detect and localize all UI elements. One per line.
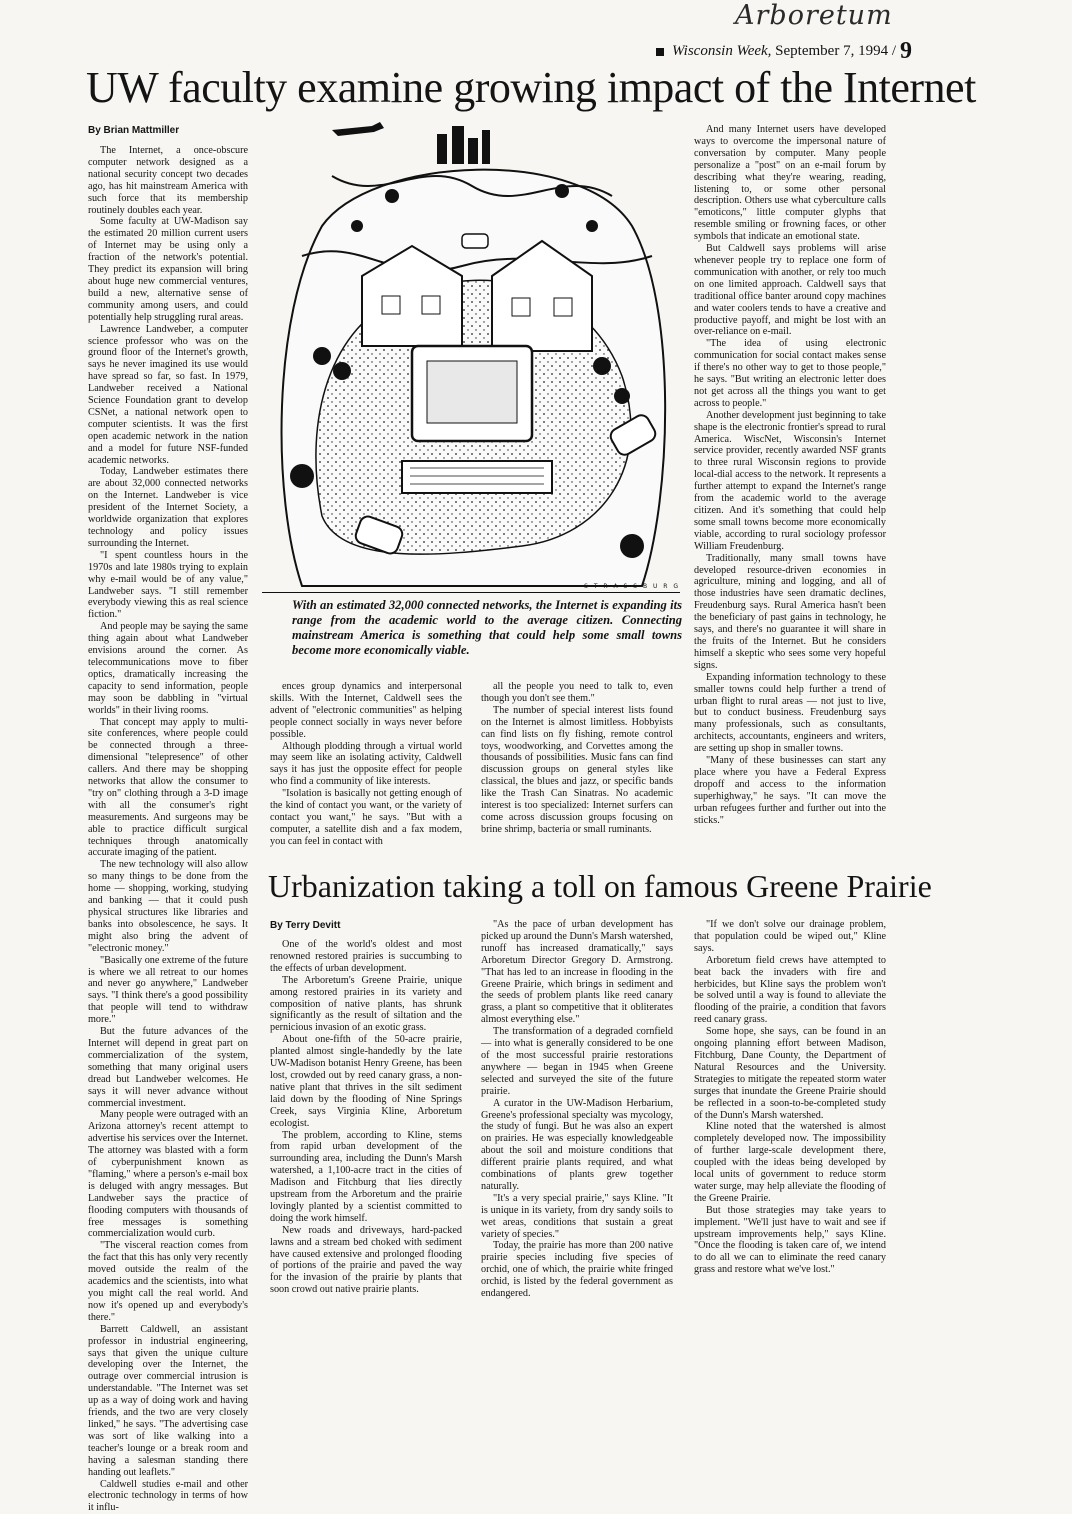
paragraph: The Internet, a once-obscure computer network designed as a national security concept two decades ago, has hit mainstream America with such force that its membership routinely doubles each year.: [88, 145, 248, 216]
article2-headline: Urbanization taking a toll on famous Greene Prairie: [268, 868, 932, 905]
paragraph: A curator in the UW-Madison Herbarium, Greene's professional specialty was mycology, the study of fungi. But he was also an expert on prairies. He was especially knowledgeable about the soil and moisture conditions that different prairie plants required, and what combinations of plants grew together naturally.: [481, 1098, 673, 1193]
article2-column-2: [481, 919, 673, 1300]
article1-column-2: [270, 681, 462, 848]
paragraph: Caldwell studies e-mail and other electronic technology in terms of how it influ-: [88, 1479, 248, 1514]
article1-headline: UW faculty examine growing impact of the Internet: [86, 62, 976, 113]
article2-column-1: [270, 939, 462, 1296]
paragraph: Arboretum field crews have attempted to beat back the invaders with fire and herbicides, but Kline says the problem won't be solved until a way is found to alleviate the flooding of the prairie, a condition that favors reed canary grass.: [694, 955, 886, 1026]
paragraph: Today, the prairie has more than 200 native prairie species including five species of orchid, one of which, the prairie white fringed orchid, is listed by the federal government as endangered.: [481, 1240, 673, 1300]
paragraph: New roads and driveways, hard-packed lawns and a stream bed choked with sediment have caused extensive and prolonged flooding of portions of the prairie and paved the way for the invasion of the prairie by plants that soon crowd out native prairie plants.: [270, 1225, 462, 1296]
paragraph: The Arboretum's Greene Prairie, unique among restored prairies in its variety and composition of native plants, has shrunk significantly as the result of siltation and the pernicious invasion of an exotic grass.: [270, 975, 462, 1035]
paragraph: all the people you need to talk to, even though you don't see them.": [481, 681, 673, 705]
folio-page-number: 9: [900, 38, 912, 64]
paragraph: But those strategies may take years to implement. "We'll just have to wait and see if upstream improvements help," says Kline. "Once the flooding is taken care of, we intend to do all we can to eliminate the reed canary grass and restore what we've lost.": [694, 1205, 886, 1276]
paragraph: Some hope, she says, can be found in an ongoing planning effort between Madison, Fitchburg, Dane County, the Department of Natural Resources and the University. Strategies to mitigate the repeated storm water surges that inundate the Greene Prairie should be reflected in a soon-to-be-completed study of the Dunn's Marsh watershed.: [694, 1026, 886, 1121]
paragraph: "Many of these businesses can start any place where you have a Federal Express dropoff and access to the information superhighway," he says. "It can move the urban refugees further and further out into the sticks.": [694, 755, 886, 826]
airplane-icon: [332, 122, 384, 136]
folio-date: September 7, 1994 /: [775, 43, 896, 59]
paragraph: Many people were outraged with an Arizona attorney's recent attempt to advertise his services over the Internet. The attorney was blasted with a form of cyberpunishment known as "flaming," where a person's e-mail box is deluged with angry messages. But Landweber says the practice of flooding computers with thousands of free messages is something commercialization would curb.: [88, 1109, 248, 1240]
article2-byline: By Terry Devitt: [270, 920, 340, 931]
paragraph: Although plodding through a virtual world may seem like an isolating activity, Caldwell says it has just the opposite effect for people who find a community of like interests.: [270, 741, 462, 789]
paragraph: "As the pace of urban development has picked up around the Dunn's Marsh watershed, runoff has increased dramatically," says Arboretum Director Gregory D. Armstrong. "That has led to an increase in flooding in the Greene Prairie, which brings in sediment and the seeds of problem plants like reed canary grass, a plant so competitive that it obliterates almost everything else.": [481, 919, 673, 1026]
article1-column-3: [481, 681, 673, 836]
paragraph: Today, Landweber estimates there are about 32,000 connected networks on the Internet. Landweber is vice president of the Internet Society, a worldwide organization that explores technology and policy issues surrounding the Internet.: [88, 466, 248, 549]
article1-column-4: [694, 124, 886, 826]
paragraph: Barrett Caldwell, an assistant professor in industrial engineering, says that given the unique culture developing over the Internet, the outrage over commercial intrusion is understandable. "The Internet was set up as a way of doing work and having friends, and the two are very closely linked," he says. "The advertising case was sort of like walking into a teacher's lounge or a break room and having a salesman standing there handing out leaflets.": [88, 1324, 248, 1479]
paragraph: But Caldwell says problems will arise whenever people try to replace one form of communication with another, or rely too much on one limited approach. Caldwell says that traditional office banter around copy machines and water coolers tends to have a creative and productive payoff, and might be lost with an over-reliance on e-mail.: [694, 243, 886, 338]
paragraph: The problem, according to Kline, stems from rapid urban development of the surrounding area, including the Dunn's Marsh watershed, a 1,100-acre tract in the cities of Madison and Fitchburg that lies directly upstream from the Arboretum and the prairie lovingly planted by a scientist committed to doing the work himself.: [270, 1130, 462, 1225]
paragraph: The number of special interest lists found on the Internet is almost limitless. Hobbyists can find lists on fly fishing, remote control toys, woodworking, and Corvettes among the thousands of possibilities. Music fans can find discussion groups on general styles like classical, the blues and jazz, or specific bands like the Trash Can Sinatras. No academic interest is too specialized: Internet surfers can come across discussion groups focusing on brine shrimp, bacteria or small ruminants.: [481, 705, 673, 836]
illustration-caption: With an estimated 32,000 connected networks, the Internet is expanding its range from the academic world to the average citizen. Connecting mainstream America is something that could help some small towns become more economically viable.: [292, 598, 682, 658]
paragraph: ences group dynamics and interpersonal skills. With the Internet, Caldwell sees the advent of "electronic communities" as helping people connect socially in ways never before possible.: [270, 681, 462, 741]
paragraph: "The idea of using electronic communication for social contact makes sense if there's no other way to get to those people," he says. "But writing an electronic letter does not get across all the things you want to get across to people.": [694, 338, 886, 409]
paragraph: "I spent countless hours in the 1970s and late 1980s trying to explain why e-mail would be of any value," Landweber says. "I still remember everybody viewing this as real science fiction.": [88, 550, 248, 621]
paragraph: Lawrence Landweber, a computer science professor who was on the ground floor of the Internet's growth, says he never imagined its use would have spread so far, so fast. In 1979, Landweber received a National Science Foundation grant to develop CSNet, a national network open to computer scientists. It was the first open academic network in the nation and a model for future NSF-funded academic networks.: [88, 324, 248, 467]
paragraph: And people may be saying the same thing again about what Landweber envisions around the corner. As telecommunications move to fiber optics, dramatically increasing the capacity to send information, people may soon be dabbling in "virtual worlds" in their living rooms.: [88, 621, 248, 716]
paragraph: One of the world's oldest and most renowned restored prairies is succumbing to the effects of urban development.: [270, 939, 462, 975]
computer-icon: [402, 346, 552, 493]
paragraph: Traditionally, many small towns have developed resource-driven economies in agriculture, mining and logging, and all of those industries have seen dramatic declines, Freudenburg says. Rural America hasn't been the beneficiary of past gains in technology, he says, and there's no guarantee it will share in the fruits of the Internet. But he considers himself a skeptic who sees some very hopeful signs.: [694, 553, 886, 672]
handwritten-note: Arboretum: [735, 0, 893, 31]
paragraph: About one-fifth of the 50-acre prairie, planted almost single-handedly by the late UW-Madison botanist Henry Greene, has been lost, crowded out by reed canary grass, a non-native plant that thrives in the silt sediment laid down by the flooding of Nine Springs Creek, says Virginia Kline, Arboretum ecologist.: [270, 1034, 462, 1129]
paragraph: "It's a very special prairie," says Kline. "It is unique in its variety, from dry sandy soils to wet areas, conditions that sustain a great variety of species.": [481, 1193, 673, 1241]
paragraph: "If we don't solve our drainage problem, that population could be wiped out," Kline says.: [694, 919, 886, 955]
paragraph: Another development just beginning to take shape is the electronic frontier's spread to rural America. WiscNet, Wisconsin's Internet service provider, recently awarded NSF grants to three rural Wisconsin regions to provide local-dial access to the network. It represents a further attempt to expand the Internet's range from the academic world to the average citizen. And it's something that could help some small towns become more economically viable, according to rural sociology professor William Freudenburg.: [694, 410, 886, 553]
paragraph: "Basically one extreme of the future is where we all retreat to our homes and never go anywhere," Landweber says. "I think there's a good possibility that people will tend to withdraw more.": [88, 955, 248, 1026]
internet-illustration: [262, 116, 680, 593]
paragraph: Some faculty at UW-Madison say the estimated 20 million current users of Internet may be using only a fraction of the network's potential. They predict its expansion will bring about huge new commercial ventures, build a new, alternative sense of community among users, and could potentially help struggling rural areas.: [88, 216, 248, 323]
illustration-drawing: [262, 116, 680, 592]
paragraph: Expanding information technology to these smaller towns could help further a trend of urban flight to rural areas — not just to live, but to conduct business. Freudenburg says many professionals, such as consultants, architects, accountants, engineers and writers, are setting up shop in smaller towns.: [694, 672, 886, 755]
paragraph: The new technology will also allow so many things to be done from the home — shopping, working, studying and banking — that it could push physical structures like libraries and banks into obsolescence, he says. It might also bring the advent of "electronic money.": [88, 859, 248, 954]
paragraph: That concept may apply to multi-site conferences, where people could be connected through a three-dimensional "telepresence" of other callers. And there may be shopping networks that allow the consumer to "try on" clothing through a 3-D image with all the consumer's right measurements. And surgeons may be able to practice difficult surgical techniques through anatomically accurate imaging of the patient.: [88, 717, 248, 860]
paragraph: The transformation of a degraded cornfield — into what is generally considered to be one of the most successful prairie restorations anywhere — began in 1945 when Greene selected and surveyed the site of the future prairie.: [481, 1026, 673, 1097]
article1-byline: By Brian Mattmiller: [88, 125, 179, 136]
folio-publication: Wisconsin Week,: [672, 43, 771, 59]
paragraph: "The visceral reaction comes from the fact that this has only very recently moved outside the realm of the academics and the scientists, into what you might call the real world. And now it's opened up and everybody's there.": [88, 1240, 248, 1323]
folio-bullet: [656, 48, 664, 56]
paragraph: And many Internet users have developed ways to overcome the impersonal nature of conversation by computer. Many people personalize a "post" on an e-mail forum by describing what they're wearing, reading, listening to, or some other personal description. Others use what cyberculture calls "emoticons," little computer glyphs that resemble smiling or frowning faces, or other symbols that indicate an emotional state.: [694, 124, 886, 243]
paragraph: "Isolation is basically not getting enough of the kind of contact you want, or the variety of contact you want," he says. "But with a computer, a satellite dish and a fax modem, you can feel in contact with: [270, 788, 462, 848]
illustration-signature: S T R A S S B U R G: [584, 583, 680, 590]
paragraph: But the future advances of the Internet will depend in great part on commercialization of the system, something that many original users dread but Landweber welcomes. He says it will never advance without commercial investment.: [88, 1026, 248, 1109]
article2-column-3: [694, 919, 886, 1276]
paragraph: Kline noted that the watershed is almost completely developed now. The impossibility of further large-scale development there, coupled with the ideas being developed by local units of government to reduce storm water surge, may help alleviate the flooding of the Greene Prairie.: [694, 1121, 886, 1204]
city-skyline-icon: [437, 126, 490, 164]
page-folio: [656, 38, 912, 65]
article1-column-1: [88, 145, 248, 1514]
